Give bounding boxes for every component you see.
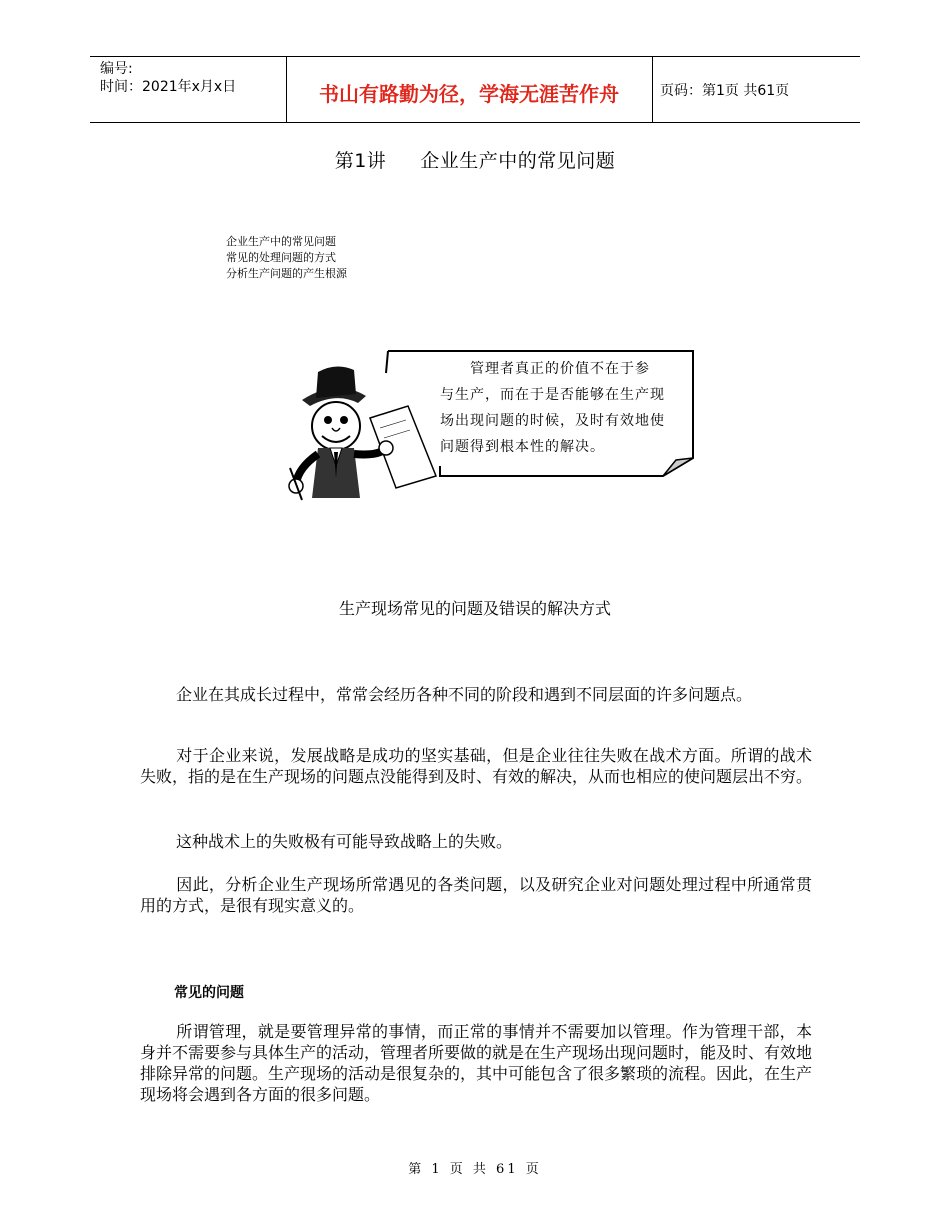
- document-number-label: 编号:: [100, 61, 133, 77]
- header-motto: 书山有路勤为径，学海无涯苦作舟: [319, 82, 619, 106]
- body-paragraph: [140, 831, 812, 852]
- callout-quote: [440, 356, 686, 460]
- quote-line: 问题得到根本性的解决。: [440, 439, 605, 455]
- paragraph-text: 因此，分析企业生产现场所常遇见的各类问题，以及研究企业对问题处理过程中所通常贯用的方式，是很有现实意义的。: [140, 875, 812, 915]
- body-paragraph: [140, 745, 812, 787]
- header-bottom-rule: [90, 122, 860, 123]
- outline-item: 常见的处理问题的方式: [226, 251, 336, 264]
- lecture-topic: 企业生产中的常见问题: [420, 150, 616, 172]
- body-paragraph: [140, 1021, 812, 1105]
- lecture-outline: [226, 234, 347, 282]
- section-heading: 常见的问题: [174, 985, 244, 1001]
- paragraph-text: 这种战术上的失败极有可能导致战略上的失败。: [176, 832, 513, 851]
- header-page-info: 页码：第1页 共61页: [660, 83, 790, 99]
- lecture-number: 第1讲: [334, 150, 387, 172]
- quote-line: 与生产，而在于是否能够在生产现: [440, 387, 665, 403]
- quote-line: 场出现问题的时候，及时有效地使: [440, 413, 665, 429]
- body-paragraph: [140, 684, 812, 705]
- body-paragraph: [140, 874, 812, 916]
- header-top-rule: [90, 56, 860, 57]
- quote-line: 管理者真正的价值不在于参: [470, 361, 650, 377]
- paragraph-text: 所谓管理，就是要管理异常的事情，而正常的事情并不需要加以管理。作为管理干部，本身并不需要参与具体生产的活动，管理者所要做的就是在生产现场出现问题时，能及时、有效地排除异常的问题。生产现场的活动是很复杂的，其中可能包含了很多繁琐的流程。因此，在生产现场将会遇到各方面的很多问题。: [140, 1022, 813, 1104]
- outline-item: 分析生产问题的产生根源: [226, 267, 347, 280]
- page-footer: 第 1 页 共 61 页: [408, 1162, 542, 1177]
- page-title: [0, 146, 950, 173]
- outline-item: 企业生产中的常见问题: [226, 235, 336, 248]
- header-divider-right: [652, 57, 653, 122]
- header-divider-left: [286, 57, 287, 122]
- document-time-label: 时间：2021年x月x日: [100, 79, 237, 95]
- paragraph-text: 对于企业来说，发展战略是成功的坚实基础，但是企业往往失败在战术方面。所谓的战术失败，指的是在生产现场的问题点没能得到及时、有效的解决，从而也相应的使问题层出不穷。: [140, 746, 813, 786]
- section-subtitle: 生产现场常见的问题及错误的解决方式: [338, 599, 611, 618]
- paragraph-text: 企业在其成长过程中，常常会经历各种不同的阶段和遇到不同层面的许多问题点。: [176, 685, 753, 704]
